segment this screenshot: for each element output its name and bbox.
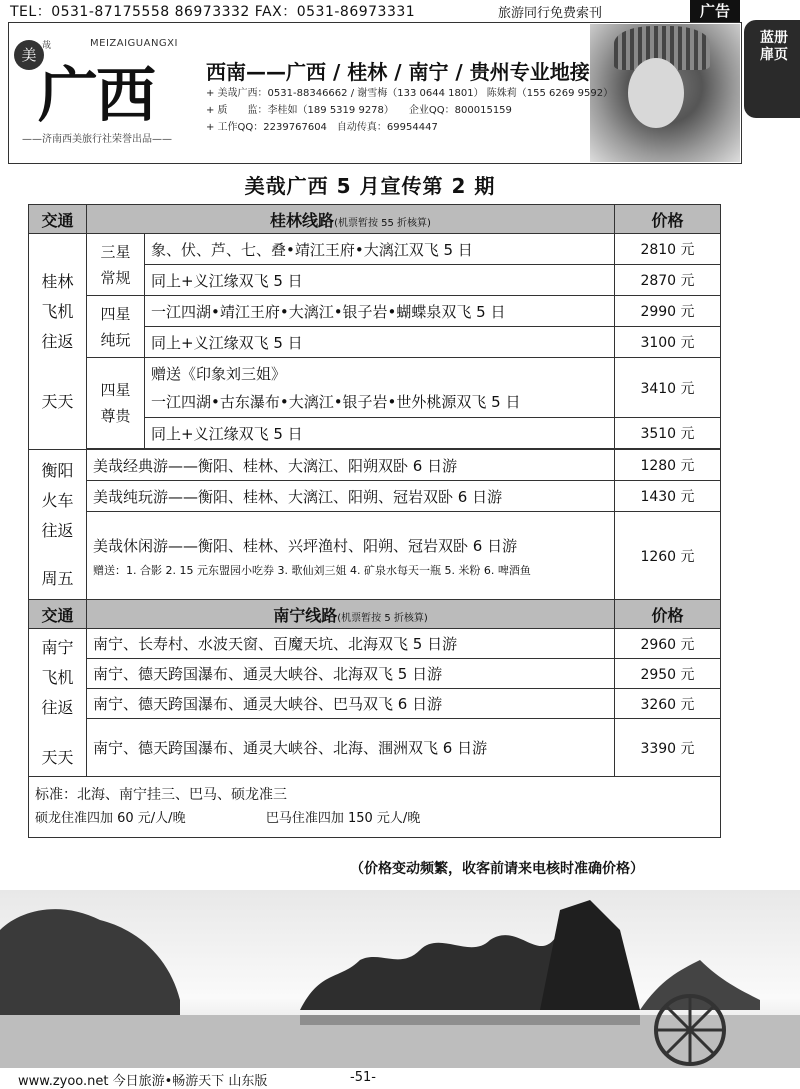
- table-row: [29, 358, 721, 418]
- price-cell: 3260 元: [615, 689, 721, 719]
- gift-line: 赠送《印象刘三姐》: [151, 364, 287, 383]
- side-text: 往返: [41, 331, 74, 351]
- price-table: [28, 204, 721, 838]
- table-row: [29, 512, 721, 600]
- route-cell: 南宁、德天跨国瀑布、通灵大峡谷、巴马双飞 6 日游: [87, 689, 615, 719]
- route-cell: [87, 512, 615, 600]
- standard-note-1: 硕龙住准四加 60 元/人/晚: [35, 811, 186, 826]
- route-cell: 美哉纯玩游——衡阳、桂林、大漓江、阳朔、冠岩双卧 6 日游: [87, 481, 615, 512]
- nanning-heading-note: (机票暂按 5 折核算): [337, 612, 428, 624]
- side-text: 天天: [41, 747, 74, 767]
- category-text: 四星: [100, 304, 131, 323]
- karst-landscape: [0, 890, 800, 1070]
- price-cell: 2810 元: [615, 234, 721, 265]
- side-text: 桂林: [41, 271, 74, 291]
- standard-text: 标准：北海、南宁挂三、巴马、硕龙准三: [35, 787, 287, 803]
- price-cell: 3510 元: [615, 418, 721, 449]
- route-cell: 象、伏、芦、七、叠•靖江王府•大漓江双飞 5 日: [145, 234, 615, 265]
- far-peaks: [640, 960, 760, 1010]
- side-text: 南宁: [41, 637, 74, 657]
- category-text: 三星: [100, 242, 131, 261]
- side-text: 飞机: [41, 667, 74, 687]
- side-tab-label: 蓝册扉页: [760, 30, 788, 63]
- category-text: 纯玩: [100, 330, 131, 349]
- nanning-header-row: [29, 600, 721, 629]
- price-change-note: （价格变动频繁，收客前请来电核时准确价格）: [350, 861, 644, 877]
- price-cell: 2960 元: [615, 629, 721, 659]
- guilin-heading-title: 桂林线路: [270, 210, 335, 230]
- nanning-transport-cell: [29, 629, 87, 777]
- side-text: 火车: [41, 490, 74, 510]
- logo-wordmark: 广西: [38, 61, 154, 131]
- table-row: [29, 296, 721, 327]
- category-text: 尊贵: [100, 407, 131, 425]
- route-cell: 同上+义江缘双飞 5 日: [145, 327, 615, 358]
- category-cell: [87, 234, 145, 296]
- side-text: 天天: [41, 391, 74, 411]
- contact-line-1: + 美哉广西：0531-88346662 / 谢雪梅（133 0644 1801） 陈姝莉（155 6269 9592）: [206, 88, 614, 99]
- logo-subtitle: ——济南西美旅行社荣誉出品——: [22, 134, 172, 145]
- category-cell: [87, 296, 145, 358]
- route-cell: 同上+义江缘双飞 5 日: [145, 418, 615, 449]
- guilin-heading-note: (机票暂按 55 折核算): [334, 217, 431, 229]
- col-transport: 交通: [29, 600, 87, 629]
- logo-pinyin: MEIZAIGUANGXI: [90, 38, 178, 49]
- category-text: 常规: [100, 268, 131, 287]
- hengyang-transport-cell: [29, 450, 87, 600]
- reflection: [300, 1015, 640, 1025]
- col-transport: 交通: [29, 205, 87, 234]
- price-cell: 2990 元: [615, 296, 721, 327]
- route-cell: 南宁、德天跨国瀑布、通灵大峡谷、北海、涠洲双飞 6 日游: [87, 719, 615, 777]
- guilin-header-row: [29, 205, 721, 234]
- guilin-transport-cell: [29, 234, 87, 450]
- price-cell: 1280 元: [615, 450, 721, 481]
- price-cell: 1430 元: [615, 481, 721, 512]
- route-cell: 同上+义江缘双飞 5 日: [145, 265, 615, 296]
- page-number: -51-: [350, 1070, 376, 1085]
- standard-row: [29, 777, 721, 838]
- gift-line: 赠送：1. 合影 2. 15 元东盟园小吃券 3. 歌仙刘三姐 4. 矿泉水每天一瓶 5. 米粉 6. 啤酒鱼: [93, 563, 531, 577]
- route-cell: 南宁、德天跨国瀑布、通灵大峡谷、北海双飞 5 日游: [87, 659, 615, 689]
- price-cell: 2870 元: [615, 265, 721, 296]
- page-title: 美哉广西 5 月宣传第 2 期: [244, 174, 496, 198]
- logo-mark: 美: [14, 40, 44, 70]
- price-cell: 1260 元: [615, 512, 721, 600]
- table-row: [29, 629, 721, 659]
- contact-tel-fax: TEL：0531-87175558 86973332 FAX：0531-86973331: [10, 4, 416, 20]
- tall-peak: [540, 900, 640, 1010]
- col-price: 价格: [615, 600, 721, 629]
- col-price: 价格: [615, 205, 721, 234]
- route-cell: 美哉经典游——衡阳、桂林、大漓江、阳朔双卧 6 日游: [87, 450, 615, 481]
- table-row: [29, 481, 721, 512]
- route-cell: [145, 358, 615, 418]
- nanning-heading: [87, 600, 615, 629]
- contact-line-2: + 质 监：李桂如（189 5319 9278） 企业QQ：800015159: [206, 105, 512, 116]
- logo-small-char: 哉: [42, 41, 52, 51]
- price-cell: 3390 元: [615, 719, 721, 777]
- standard-note-2: 巴马住准四加 150 元人/晚: [265, 811, 421, 826]
- guilin-heading: [87, 205, 615, 234]
- standard-cell: [29, 777, 721, 838]
- table-row: [29, 689, 721, 719]
- side-text: 往返: [41, 520, 74, 540]
- route-line: 一江四湖•古东瀑布•大漓江•银子岩•世外桃源双飞 5 日: [151, 392, 521, 411]
- free-copy-note: 旅游同行免费索刊: [498, 6, 603, 21]
- table-row: [29, 234, 721, 265]
- price-cell: 2950 元: [615, 659, 721, 689]
- landscape-photo: [0, 890, 800, 1070]
- contact-line-3: + 工作QQ：2239767604 自动传真：69954447: [206, 122, 438, 133]
- route-cell: 一江四湖•靖江王府•大漓江•银子岩•蝴蝶泉双飞 5 日: [145, 296, 615, 327]
- side-text: 飞机: [41, 301, 74, 321]
- price-cell: 3100 元: [615, 327, 721, 358]
- side-text: 周五: [41, 568, 74, 588]
- footer-text: www.zyoo.net 今日旅游•畅游天下 山东版: [18, 1074, 268, 1089]
- side-text: 衡阳: [41, 460, 74, 480]
- ad-label: 广告: [690, 0, 740, 22]
- face-image: [628, 58, 684, 128]
- table-row: [29, 450, 721, 481]
- route-cell: 南宁、长寿村、水波天窗、百魔天坑、北海双飞 5 日游: [87, 629, 615, 659]
- slogan: 西南——广西 / 桂林 / 南宁 / 贵州专业地接: [206, 60, 590, 84]
- route-line: 美哉休闲游——衡阳、桂林、兴坪渔村、阳朔、冠岩双卧 6 日游: [93, 536, 518, 555]
- water-wheel-spokes: [656, 996, 724, 1064]
- category-text: 四星: [100, 381, 131, 399]
- side-text: 往返: [41, 697, 74, 717]
- nanning-heading-title: 南宁线路: [273, 605, 338, 625]
- category-cell: [87, 358, 145, 449]
- table-row: [29, 719, 721, 777]
- table-row: [29, 659, 721, 689]
- price-cell: 3410 元: [615, 358, 721, 418]
